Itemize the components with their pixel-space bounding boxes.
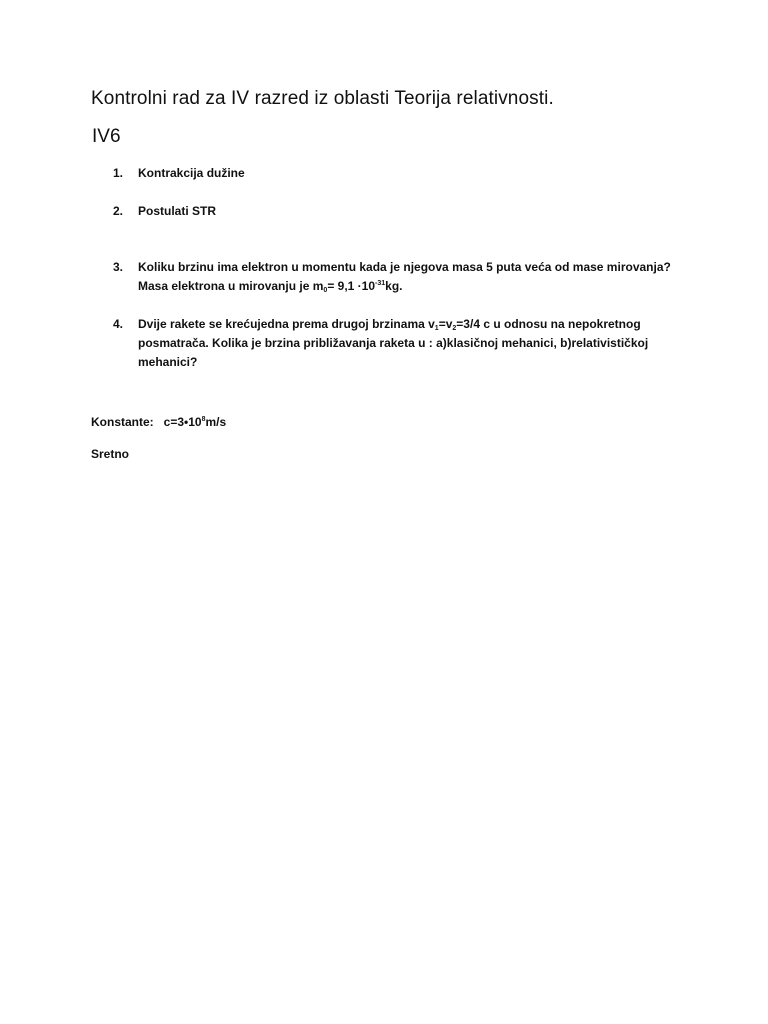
question-text <box>138 164 698 183</box>
subscript: 2 <box>452 325 457 332</box>
text-fragment: c=3•10 <box>163 415 202 429</box>
text-fragment: =v <box>438 317 453 331</box>
text-fragment: Dvije rakete se krećujedna prema drugoj brzinama v <box>138 317 435 331</box>
text-fragment: kg. <box>385 279 403 293</box>
question-line: Kontrakcija dužine <box>138 166 245 180</box>
question-line: posmatrača. Kolika je brzina približavanja raketa u : a)klasičnoj mehanici, b)relativističkoj <box>138 336 649 350</box>
constants-line <box>91 413 226 432</box>
text-fragment: Masa elektrona u mirovanju je m <box>138 279 324 293</box>
text-fragment: =3/4 c u odnosu na nepokretnog <box>456 317 641 331</box>
question-number: 3. <box>113 260 124 274</box>
question-number: 1. <box>113 166 124 180</box>
question-text <box>138 258 698 296</box>
subscript: 0 <box>323 287 328 294</box>
document-title: Kontrolni rad za IV razred iz oblasti Teorija relativnosti. <box>91 88 554 109</box>
question-text <box>138 202 698 221</box>
constants-label: Konstante: <box>91 415 154 429</box>
question-line: mehanici? <box>138 355 198 369</box>
question-line: Postulati STR <box>138 204 217 218</box>
closing-text: Sretno <box>91 447 130 461</box>
question-number: 2. <box>113 204 124 218</box>
question-line <box>138 277 698 296</box>
question-line <box>138 315 698 334</box>
text-fragment: m/s <box>205 415 227 429</box>
question-text <box>138 315 698 372</box>
class-label: IV6 <box>92 126 121 147</box>
text-fragment: = 9,1 ·10 <box>327 279 376 293</box>
superscript: -31 <box>375 280 386 287</box>
question-line: Koliku brzinu ima elektron u momentu kada je njegova masa 5 puta veća od mase mirovanja? <box>138 260 671 274</box>
constants-value <box>164 415 227 429</box>
subscript: 1 <box>434 325 439 332</box>
superscript: 8 <box>201 416 206 423</box>
question-number: 4. <box>113 317 124 331</box>
